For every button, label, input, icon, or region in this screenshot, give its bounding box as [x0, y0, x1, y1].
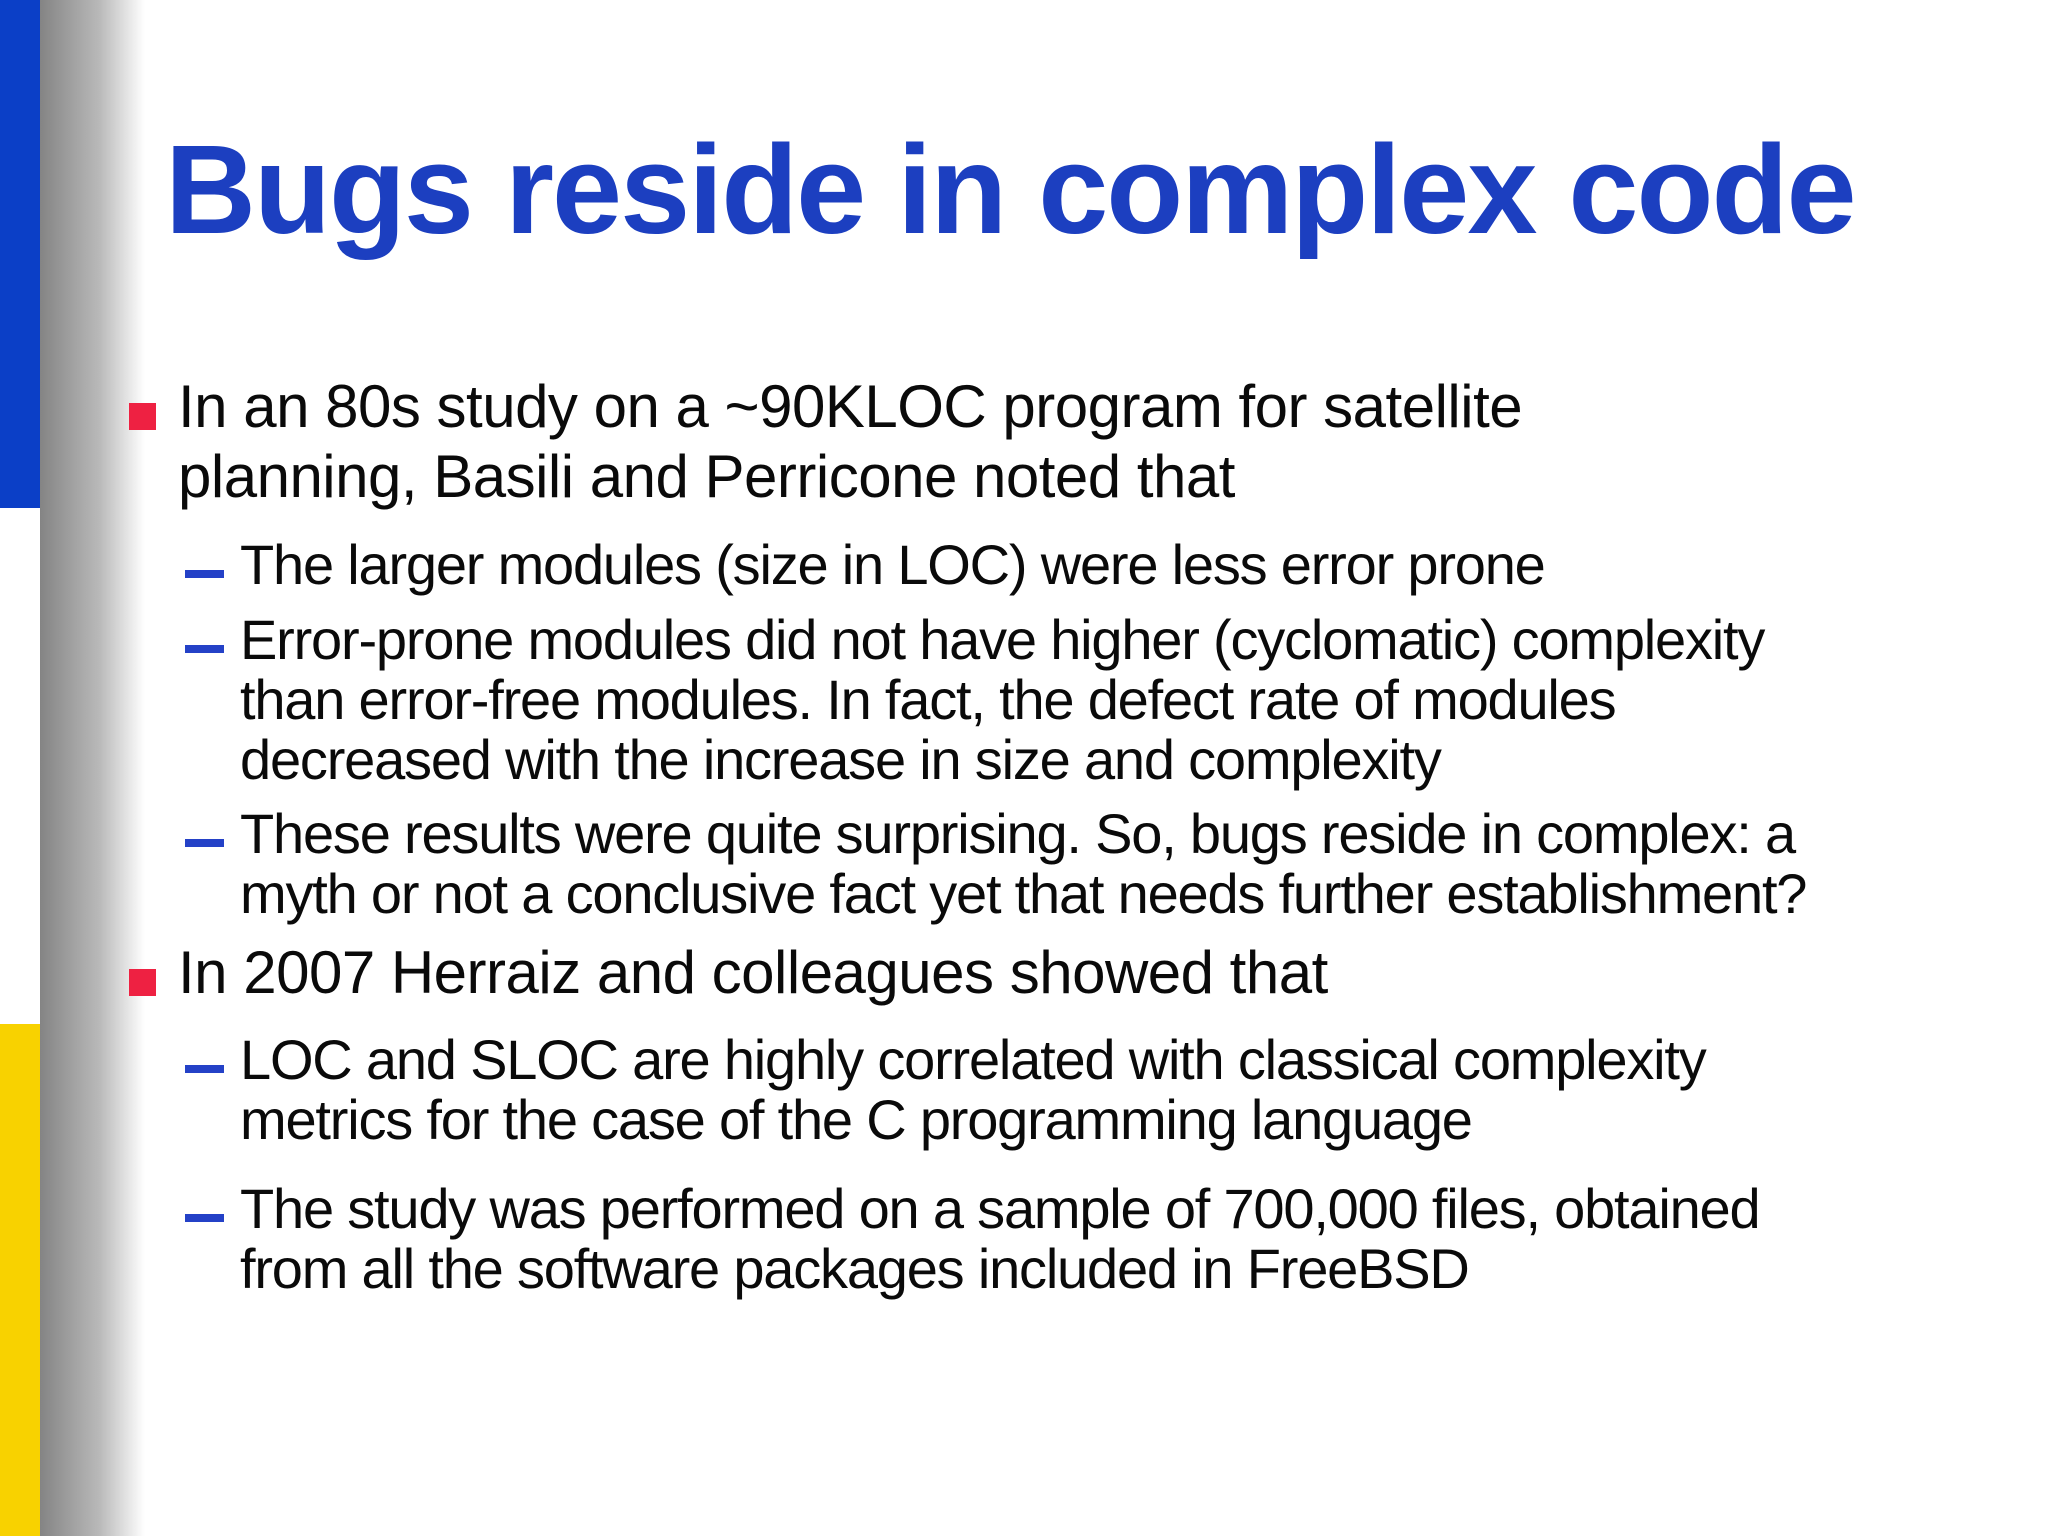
sub-bullet-paragraph	[0, 804, 2048, 924]
sub-bullet-text-line: myth or not a conclusive fact yet that needs further establishment?	[240, 862, 1807, 925]
sub-bullet-paragraph	[0, 1179, 2048, 1299]
bullet-text-line: In an 80s study on a ~90KLOC program for satellite	[178, 373, 1523, 440]
sub-bullet-text-line: These results were quite surprising. So, bugs reside in complex: a	[240, 802, 1795, 865]
sub-bullet-text-line: The larger modules (size in LOC) were less error prone	[240, 533, 1545, 596]
bullet-square-icon	[129, 969, 156, 996]
sub-bullet-paragraph	[0, 610, 2048, 790]
dash-bullet-icon	[185, 1065, 224, 1073]
dash-bullet-icon	[185, 570, 224, 578]
bullet-paragraph	[0, 938, 2048, 1008]
bullet-text-line: In 2007 Herraiz and colleagues showed that	[178, 939, 1328, 1006]
bullet-text-line: planning, Basili and Perricone noted that	[178, 443, 1235, 510]
sub-bullet-text-line: from all the software packages included in FreeBSD	[240, 1237, 1469, 1300]
slide-title: Bugs reside in complex code	[165, 119, 1855, 260]
bullet-paragraph	[0, 372, 2048, 512]
sub-bullet-paragraph	[0, 1030, 2048, 1150]
sub-bullet-text-line: than error-free modules. In fact, the defect rate of modules	[240, 668, 1616, 731]
sub-bullet-text-line: LOC and SLOC are highly correlated with classical complexity	[240, 1028, 1706, 1091]
dash-bullet-icon	[185, 1214, 224, 1222]
sub-bullet-text-line: The study was performed on a sample of 700,000 files, obtained	[240, 1177, 1760, 1240]
sub-bullet-text-line: metrics for the case of the C programming language	[240, 1088, 1472, 1151]
sub-bullet-text-line: decreased with the increase in size and complexity	[240, 728, 1441, 791]
dash-bullet-icon	[185, 645, 224, 653]
sub-bullet-text-line: Error-prone modules did not have higher (cyclomatic) complexity	[240, 608, 1765, 671]
sub-bullet-paragraph	[0, 535, 2048, 595]
dash-bullet-icon	[185, 839, 224, 847]
bullet-square-icon	[129, 403, 156, 430]
